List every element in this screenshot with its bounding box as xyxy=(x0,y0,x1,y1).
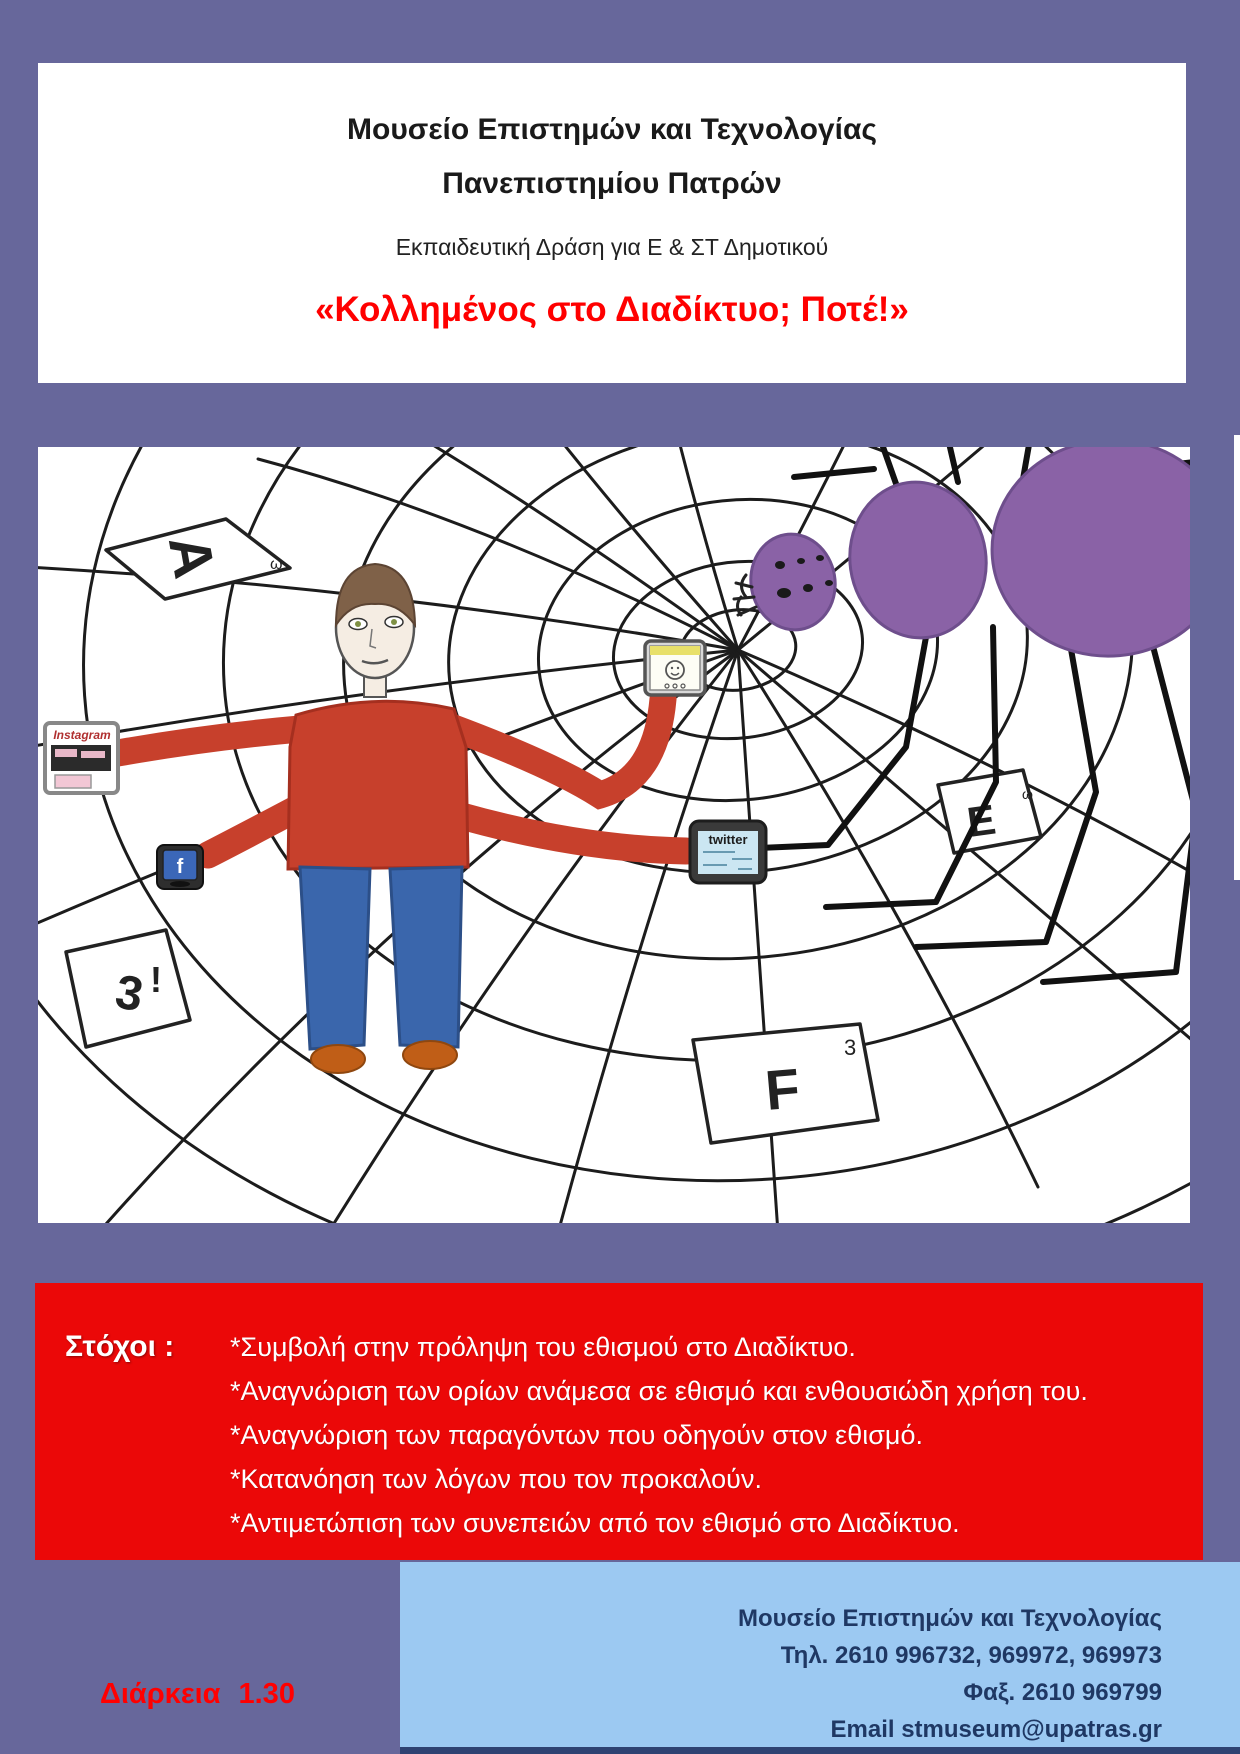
program-title: «Κολλημένος στο Διαδίκτυο; Ποτέ!» xyxy=(315,290,909,329)
goals-list xyxy=(230,1325,1185,1545)
duration-value: 1.30 xyxy=(238,1678,295,1710)
person xyxy=(118,564,686,1073)
contact-tel: Τηλ. 2610 996732, 969972, 969973 xyxy=(780,1642,1162,1669)
spider-abdomen xyxy=(983,447,1190,666)
person-shoe-left xyxy=(311,1045,365,1073)
spider-web-drawing xyxy=(38,447,1190,1223)
contact-fax: Φαξ. 2610 969799 xyxy=(963,1679,1162,1706)
contact-email: Email stmuseum@upatras.gr xyxy=(830,1716,1162,1743)
goals-label: Στόχοι : xyxy=(65,1330,175,1363)
museum-title-line2: Πανεπιστημίου Πατρών xyxy=(442,167,782,200)
goal-item-4: *Κατανόηση των λόγων που τον προκαλούν. xyxy=(230,1464,762,1494)
web-drawing-illustration xyxy=(38,447,1190,1223)
spider-body xyxy=(743,447,1190,666)
goal-item-5: *Αντιμετώπιση των συνεπειών από τον εθισμό στο Διαδίκτυο. xyxy=(230,1508,960,1538)
letter-a: A xyxy=(155,530,228,584)
letter-e: E xyxy=(964,795,999,846)
twitter-device xyxy=(690,821,766,883)
activity-subtitle: Εκπαιδευτική Δράση για Ε & ΣΤ Δημοτικού xyxy=(395,234,829,260)
facebook-device xyxy=(157,845,203,889)
duration-label: Διάρκεια xyxy=(100,1678,221,1710)
letter-e-sup: ω xyxy=(1022,786,1033,802)
arm-left-lower xyxy=(208,809,296,855)
goal-item-2: *Αναγνώριση των ορίων ανάμεσα σε εθισμό και ενθουσιώδη χρήση του. xyxy=(230,1376,1088,1406)
letter-bang: ! xyxy=(150,959,162,1000)
letter-f-sup: 3 xyxy=(844,1035,857,1060)
goal-item-1: *Συμβολή στην πρόληψη του εθισμού στο Διαδίκτυο. xyxy=(230,1332,856,1362)
person-shoe-right xyxy=(403,1041,457,1069)
facebook-label: f xyxy=(176,856,184,878)
header-box xyxy=(38,63,1186,383)
twitter-label: twitter xyxy=(708,832,748,847)
spider-thorax xyxy=(840,473,996,646)
instagram-device xyxy=(45,723,118,793)
arm-left-upper xyxy=(118,729,300,753)
letter-a-sub: ω xyxy=(270,556,283,573)
letter-3: 3 xyxy=(111,965,147,1023)
contact-box xyxy=(400,1562,1240,1747)
contact-org: Μουσείο Επιστημών και Τεχνολογίας xyxy=(738,1605,1162,1632)
instagram-label: Instagram xyxy=(53,728,111,742)
museum-title-line1: Μουσείο Επιστημών και Τεχνολογίας xyxy=(347,113,877,146)
goals-box xyxy=(35,1283,1203,1560)
footer-strip xyxy=(400,1747,1240,1754)
selfie-phone xyxy=(645,641,705,695)
duration xyxy=(100,1678,295,1711)
person-sweater xyxy=(288,701,468,869)
person-jeans xyxy=(300,867,462,1049)
arm-right-raised xyxy=(451,699,663,795)
letter-f: F xyxy=(762,1056,803,1122)
goal-item-3: *Αναγνώριση των παραγόντων που οδηγούν στον εθισμό. xyxy=(230,1420,923,1450)
page-right-sliver xyxy=(1234,435,1240,880)
